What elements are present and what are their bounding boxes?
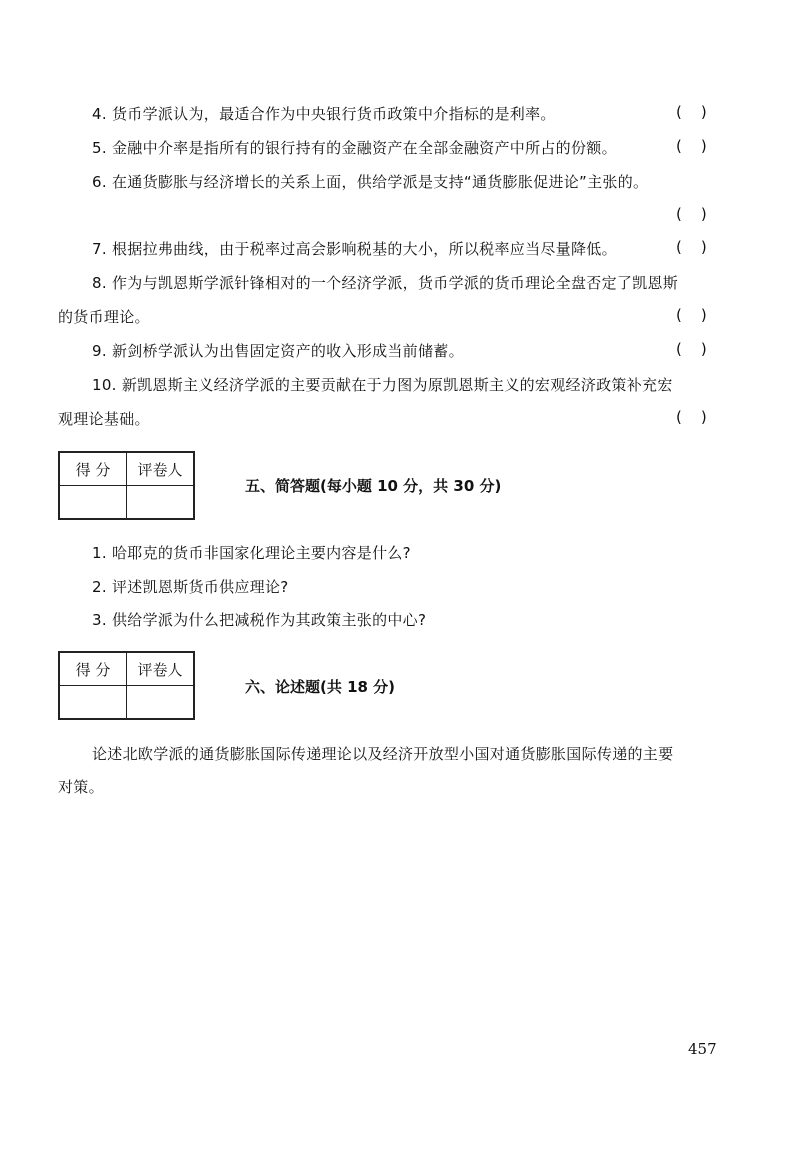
score-cell — [59, 686, 127, 720]
answer-blank-5: ( ) — [676, 137, 707, 155]
question-10-text-line1: 10. 新凯恩斯主义经济学派的主要贡献在于力图为原凯恩斯主义的宏观经济政策补充宏 — [92, 376, 673, 394]
section5-question-1: 1. 哈耶克的货币非国家化理论主要内容是什么? — [92, 544, 411, 562]
section6-question-line2: 对策。 — [58, 778, 104, 796]
section6-heading: 六、论述题(共 18 分) — [245, 678, 396, 696]
question-9-text: 9. 新剑桥学派认为出售固定资产的收入形成当前储蓄。 — [92, 342, 464, 360]
question-8-text-line1: 8. 作为与凯恩斯学派针锋相对的一个经济学派，货币学派的货币理论全盘否定了凯恩斯 — [92, 274, 679, 292]
section5-question-2: 2. 评述凯恩斯货币供应理论? — [92, 578, 289, 596]
answer-blank-4: ( ) — [676, 103, 707, 121]
score-header: 得 分 — [59, 452, 127, 486]
question-7-text: 7. 根据拉弗曲线，由于税率过高会影响税基的大小，所以税率应当尽量降低。 — [92, 240, 617, 258]
question-6-text: 6. 在通货膨胀与经济增长的关系上面，供给学派是支持“通货膨胀促进论”主张的。 — [92, 173, 649, 191]
question-8-text-line2: 的货币理论。 — [58, 308, 150, 326]
answer-blank-6: ( ) — [676, 205, 707, 223]
score-table-section5 — [58, 451, 195, 520]
grader-cell — [127, 486, 195, 520]
section5-question-3: 3. 供给学派为什么把减税作为其政策主张的中心? — [92, 611, 427, 629]
grader-header: 评卷人 — [127, 452, 195, 486]
question-10-text-line2: 观理论基础。 — [58, 410, 150, 428]
score-cell — [59, 486, 127, 520]
score-table-section6 — [58, 651, 195, 720]
answer-blank-8: ( ) — [676, 306, 707, 324]
score-header: 得 分 — [59, 652, 127, 686]
page-number: 457 — [688, 1040, 717, 1058]
answer-blank-9: ( ) — [676, 340, 707, 358]
grader-header: 评卷人 — [127, 652, 195, 686]
grader-cell — [127, 686, 195, 720]
question-4-text: 4. 货币学派认为，最适合作为中央银行货币政策中介指标的是利率。 — [92, 105, 556, 123]
answer-blank-7: ( ) — [676, 238, 707, 256]
answer-blank-10: ( ) — [676, 408, 707, 426]
question-5-text: 5. 金融中介率是指所有的银行持有的金融资产在全部金融资产中所占的份额。 — [92, 139, 617, 157]
section5-heading: 五、简答题(每小题 10 分，共 30 分) — [245, 477, 502, 495]
section6-question-line1: 论述北欧学派的通货膨胀国际传递理论以及经济开放型小国对通货膨胀国际传递的主要 — [92, 745, 674, 763]
